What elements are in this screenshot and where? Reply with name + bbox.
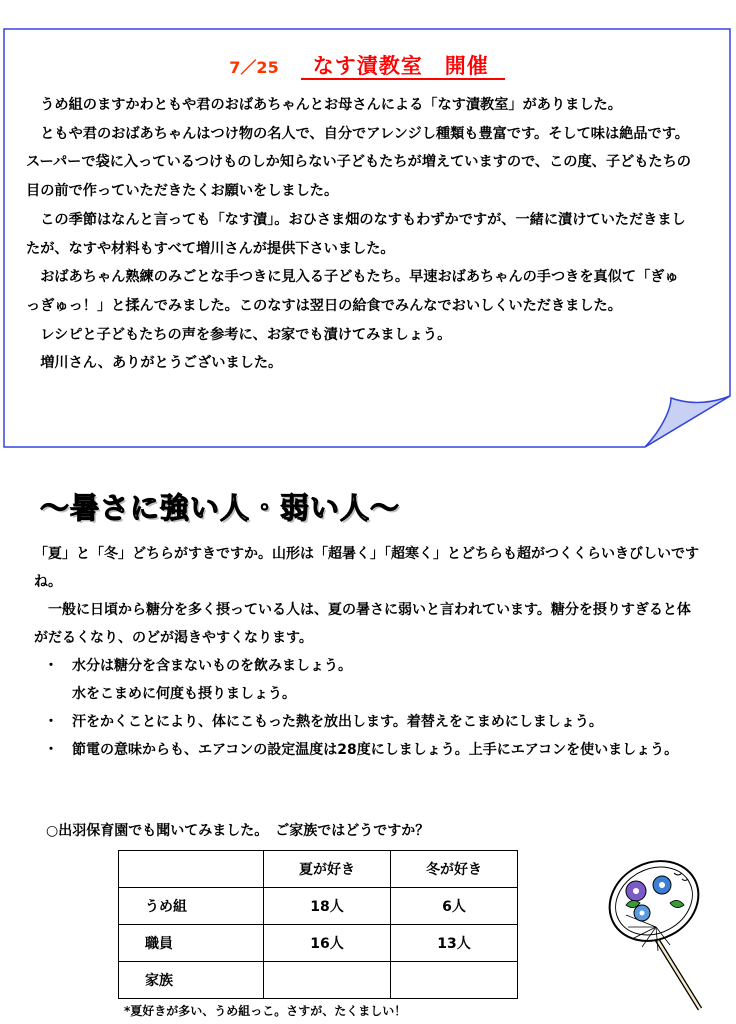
notice-title: なす漬教室 開催: [301, 54, 505, 80]
notice-date: 7／25: [229, 58, 279, 77]
table-cell: うめ組: [119, 888, 264, 925]
heat-tip-item: [34, 736, 702, 764]
survey-table: [118, 850, 518, 999]
notice-title-row: [3, 50, 731, 80]
bullet-dot: ・: [44, 658, 58, 674]
heat-paragraph: 一般に日頃から糖分を多く摂っている人は、夏の暑さに弱いと言われています。糖分を摂りすぎると体がだるくなり、のどが渇きやすくなります。: [34, 602, 691, 646]
table-cell: 6人: [391, 888, 518, 925]
notice-paragraph: 増川さん、ありがとうございました。: [40, 355, 283, 372]
notice-paragraph: うめ組のますかわともや君のおばあちゃんとお母さんによる「なす漬教室」がありました。: [40, 97, 622, 113]
table-header-cell: [119, 851, 264, 888]
notice-box: [3, 28, 731, 448]
survey-footnote: *夏好きが多い、うめ組っこ。さすが、たくましい！: [124, 1004, 407, 1018]
survey-heading: ○出羽保育園でも聞いてみました。 ご家族ではどうですか？: [46, 823, 430, 839]
table-cell: 16人: [264, 925, 391, 962]
heat-tip-item: [34, 708, 702, 736]
table-row: [119, 888, 518, 925]
table-cell: 家族: [119, 962, 264, 999]
table-cell: [264, 962, 391, 999]
bullet-dot: ・: [44, 742, 58, 758]
notice-paragraph: ともや君のおばあちゃんはつけ物の名人で、自分でアレンジし種類も豊富です。そして味は絶品です。スーパーで袋に入っているつけものしか知らない子どもたちが増えていますので、この度、子どもたちの目の前で作っていただきたくお願いをしました。: [26, 125, 691, 200]
table-cell: 18人: [264, 888, 391, 925]
table-cell: 13人: [391, 925, 518, 962]
table-cell: [391, 962, 518, 999]
table-cell: 職員: [119, 925, 264, 962]
heat-tips-list: [34, 652, 702, 764]
notice-body: [26, 91, 692, 378]
table-row: [119, 925, 518, 962]
notice-paragraph: おばあちゃん熟練のみごとな手つきに見入る子どもたち。早速おばあちゃんの手つきを真似て「ぎゅっぎゅっ！」と揉んでみました。このなすは翌日の給食でみんなでおいしくいただきました。: [26, 269, 679, 314]
notice-paragraph: レシピと子どもたちの声を参考に、お家でも漬けてみましょう。: [40, 326, 452, 343]
heat-section-title: ～暑さに強い人・弱い人～: [40, 491, 401, 525]
heat-tip-text: 汗をかくことにより、体にこもった熱を放出します。着替えをこまめにしましょう。: [72, 714, 603, 730]
heat-tip-text: 水分は糖分を含まないものを飲みましょう。 水をこまめに何度も摂りましょう。: [72, 658, 352, 702]
table-row: [119, 962, 518, 999]
heat-tip-item: [34, 652, 702, 708]
uchiwa-fan-icon: [596, 855, 720, 1015]
heat-tip-text: 節電の意味からも、エアコンの設定温度は28度にしましょう。上手にエアコンを使いましょう。: [72, 742, 679, 758]
table-header-cell: 夏が好き: [264, 851, 391, 888]
heat-intro: 「夏」と「冬」どちらがすきですか。山形は「超暑く」「超寒く」とどちらも超がつくくらいきびしいですね。: [34, 546, 699, 590]
table-header-cell: 冬が好き: [391, 851, 518, 888]
notice-paragraph: この季節はなんと言っても「なす漬」。おひさま畑のなすもわずかですが、一緒に漬けていただきましたが、なすや材料もすべて増川さんが提供下さいました。: [26, 211, 686, 257]
bullet-dot: ・: [44, 714, 58, 730]
table-header-row: [119, 851, 518, 888]
heat-section-body: [34, 540, 702, 764]
